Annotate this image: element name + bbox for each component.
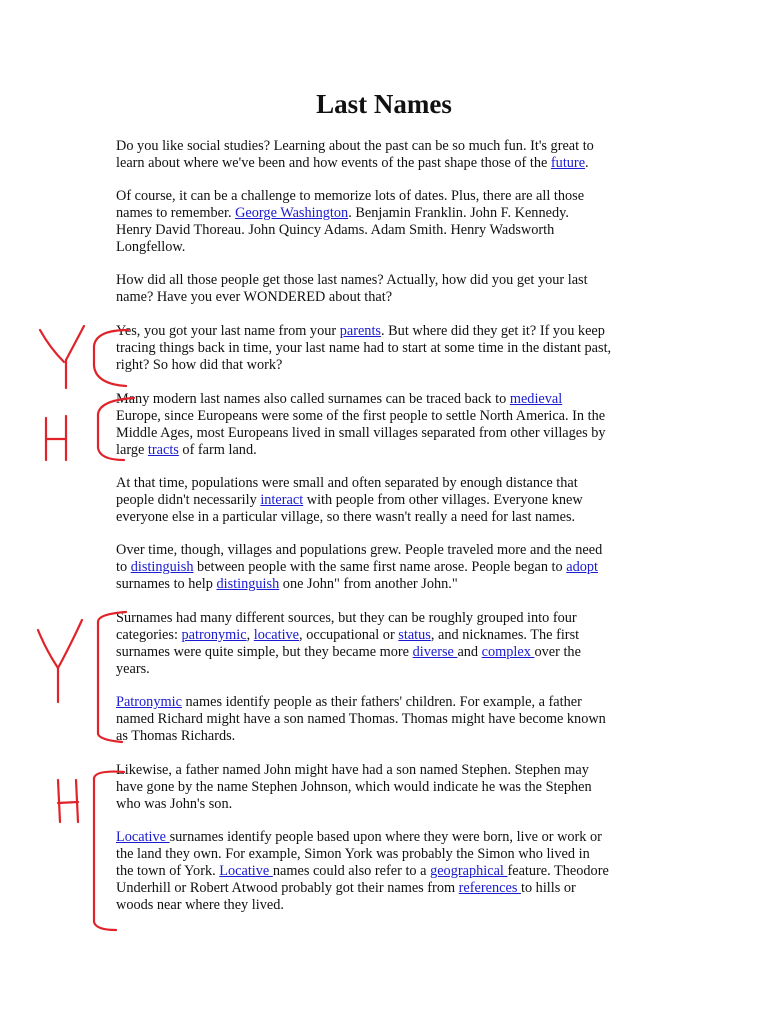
text-line — [116, 425, 656, 442]
text-line — [116, 239, 656, 256]
paragraph — [116, 829, 656, 914]
text-run: categories: — [116, 627, 182, 643]
text-line — [116, 391, 656, 408]
hyperlink[interactable]: tracts — [147, 442, 179, 458]
hyperlink[interactable]: Patronymic — [116, 694, 182, 710]
text-run: surnames were quite simple, but they became more — [116, 644, 413, 660]
text-run: right? So how did that work? — [116, 357, 283, 373]
text-run: and — [457, 644, 482, 660]
text-run: names could also refer to a — [272, 863, 431, 879]
text-run: one John" from another John." — [279, 576, 458, 592]
text-line — [116, 155, 656, 172]
text-line — [116, 576, 656, 593]
text-run: feature. Theodore — [507, 863, 609, 879]
hyperlink[interactable]: future — [550, 155, 586, 171]
text-line — [116, 323, 656, 340]
text-line — [116, 289, 656, 306]
hyperlink[interactable]: geographical — [430, 863, 508, 879]
text-run: , — [246, 627, 254, 643]
text-run: . Benjamin Franklin. John F. Kennedy. — [348, 205, 569, 221]
paragraph — [116, 391, 656, 459]
text-line — [116, 188, 656, 205]
hyperlink[interactable]: locative — [253, 627, 300, 643]
text-line — [116, 829, 656, 846]
text-line — [116, 846, 656, 863]
text-line — [116, 897, 656, 914]
text-run: Underhill or Robert Atwood probably got their names from — [116, 880, 459, 896]
text-line — [116, 779, 656, 796]
text-run: between people with the same first name arose. People began to — [193, 559, 567, 575]
paragraph — [116, 694, 656, 745]
text-run: as Thomas Richards. — [116, 728, 236, 744]
text-line — [116, 222, 656, 239]
text-run: Longfellow. — [116, 239, 186, 255]
paragraph — [116, 762, 656, 813]
text-line — [116, 728, 656, 745]
hyperlink[interactable]: Locative — [116, 829, 170, 845]
hyperlink[interactable]: complex — [481, 644, 535, 660]
text-run: over the — [534, 644, 581, 660]
text-run: name? Have you ever WONDERED about that? — [116, 289, 393, 305]
hyperlink[interactable]: George Washington — [235, 205, 349, 221]
paragraph — [116, 610, 656, 678]
handwritten-h-mark-1 — [46, 416, 66, 460]
text-run: Of course, it can be a challenge to memorize lots of dates. Plus, there are all those — [116, 188, 585, 204]
text-run: named Richard might have a son named Thomas. Thomas might have become known — [116, 711, 606, 727]
text-line — [116, 509, 656, 526]
hyperlink[interactable]: references — [458, 880, 521, 896]
paragraph — [116, 475, 656, 526]
text-run: surnames to help — [116, 576, 217, 592]
hyperlink[interactable]: patronymic — [181, 627, 247, 643]
text-run: Likewise, a father named John might have had a son named Stephen. Stephen may — [116, 762, 589, 778]
hyperlink[interactable]: interact — [260, 492, 304, 508]
hyperlink[interactable]: distinguish — [130, 559, 194, 575]
paragraph — [116, 138, 656, 172]
text-run: people didn't necessarily — [116, 492, 261, 508]
text-run: with people from other villages. Everyone knew — [303, 492, 583, 508]
hyperlink[interactable]: diverse — [412, 644, 458, 660]
text-run: names to remember. — [116, 205, 236, 221]
text-line — [116, 492, 656, 509]
hyperlink[interactable]: status — [398, 627, 431, 643]
text-run: tracing things back in time, your last name had to start at some time in the distant past, — [116, 340, 612, 356]
text-line — [116, 205, 656, 222]
text-run: Middle Ages, most Europeans lived in small villages separated from other villages by — [116, 425, 606, 441]
text-line — [116, 762, 656, 779]
text-run: Henry David Thoreau. John Quincy Adams. Adam Smith. Henry Wadsworth — [116, 222, 555, 238]
text-run: . But where did they get it? If you keep — [381, 323, 605, 339]
text-run: Yes, you got your last name from your — [116, 323, 340, 339]
text-run: to hills or — [520, 880, 576, 896]
text-line — [116, 475, 656, 492]
text-line — [116, 408, 656, 425]
handwritten-y-mark-2 — [38, 620, 82, 702]
text-line — [116, 644, 656, 661]
paragraph — [116, 188, 656, 256]
text-line — [116, 340, 656, 357]
text-run: have gone by the name Stephen Johnson, which would indicate he was the Stephen — [116, 779, 592, 795]
text-line — [116, 559, 656, 576]
text-line — [116, 863, 656, 880]
text-run: large — [116, 442, 148, 458]
text-run: woods near where they lived. — [116, 897, 284, 913]
hyperlink[interactable]: parents — [339, 323, 381, 339]
text-line — [116, 661, 656, 678]
text-run: Over time, though, villages and populations grew. People traveled more and the need — [116, 542, 603, 558]
text-run: learn about where we've been and how events of the past shape those of the — [116, 155, 551, 171]
text-line — [116, 442, 656, 459]
text-run: At that time, populations were small and often separated by enough distance that — [116, 475, 578, 491]
text-run: Many modern last names also called surnames can be traced back to — [116, 391, 510, 407]
text-run: Do you like social studies? Learning about the past can be so much fun. It's great to — [116, 138, 594, 154]
text-run: names identify people as their fathers' children. For example, a father — [181, 694, 582, 710]
text-line — [116, 610, 656, 627]
text-run: years. — [116, 661, 150, 677]
handwritten-y-mark-1 — [40, 326, 84, 388]
text-run: Surnames had many different sources, but they can be roughly grouped into four — [116, 610, 577, 626]
text-line — [116, 796, 656, 813]
text-run: everyone else in a particular village, so there wasn't really a need for last names. — [116, 509, 576, 525]
text-line — [116, 542, 656, 559]
text-line — [116, 627, 656, 644]
text-line — [116, 711, 656, 728]
text-run: surnames identify people based upon where they were born, live or work or — [169, 829, 602, 845]
paragraph — [116, 323, 656, 374]
text-line — [116, 272, 656, 289]
text-line — [116, 138, 656, 155]
text-run: the land they own. For example, Simon York was probably the Simon who lived in — [116, 846, 590, 862]
handwritten-h-mark-2 — [58, 780, 78, 822]
text-line — [116, 694, 656, 711]
hyperlink[interactable]: adopt — [566, 559, 599, 575]
text-run: , and nicknames. The first — [430, 627, 580, 643]
text-run: How did all those people get those last names? Actually, how did you get your last — [116, 272, 588, 288]
text-run: Europe, since Europeans were some of the first people to settle North America. In the — [116, 408, 606, 424]
text-run: the town of York. — [116, 863, 220, 879]
hyperlink[interactable]: Locative — [219, 863, 273, 879]
text-run: who was John's son. — [116, 796, 233, 812]
text-run: . — [585, 155, 589, 171]
text-line — [116, 357, 656, 374]
text-run: , occupational or — [299, 627, 399, 643]
paragraph — [116, 272, 656, 306]
hyperlink[interactable]: distinguish — [216, 576, 280, 592]
paragraph — [116, 542, 656, 593]
hyperlink[interactable]: medieval — [509, 391, 563, 407]
page-title: Last Names — [316, 89, 452, 119]
text-run: of farm land. — [178, 442, 257, 458]
text-line — [116, 880, 656, 897]
text-run: to — [116, 559, 131, 575]
